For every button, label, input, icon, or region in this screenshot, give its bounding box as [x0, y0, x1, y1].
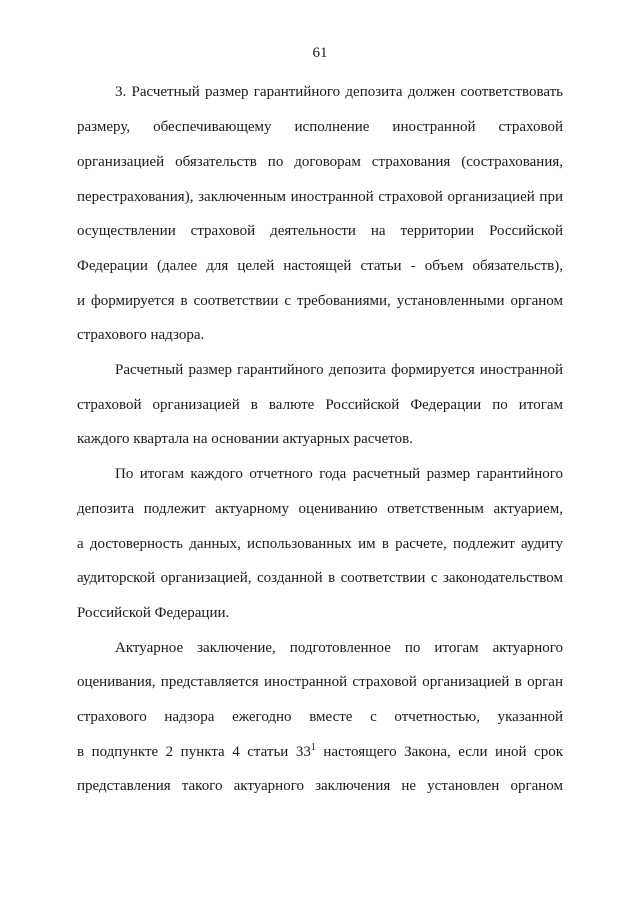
text-line: представления такого актуарного заключения не установлен органом — [77, 778, 563, 794]
text-line: Федерации (далее для целей настоящей статьи - объем обязательств), — [77, 258, 563, 274]
text-line: По итогам каждого отчетного года расчетный размер гарантийного — [115, 466, 563, 482]
text-line: а достоверность данных, использованных им в расчете, подлежит аудиту — [77, 536, 563, 552]
text-segment: в подпункте 2 пункта 4 статьи 33 — [77, 744, 311, 760]
text-line: организацией обязательств по договорам страхования (сострахования, — [77, 154, 563, 170]
text-line: Расчетный размер гарантийного депозита формируется иностранной — [115, 362, 563, 378]
text-line: и формируется в соответствии с требованиями, установленными органом — [77, 293, 563, 309]
text-line: оценивания, представляется иностранной страховой организацией в орган — [77, 674, 563, 690]
text-line: Российской Федерации. — [77, 605, 230, 621]
text-line: депозита подлежит актуарному оцениванию ответственным актуарием, — [77, 501, 563, 517]
text-line: размеру, обеспечивающему исполнение иностранной страховой — [77, 119, 563, 135]
text-line: 3. Расчетный размер гарантийного депозита должен соответствовать — [115, 84, 563, 100]
text-line: осуществлении страховой деятельности на территории Российской — [77, 223, 563, 239]
text-line: страховой организацией в валюте Российской Федерации по итогам — [77, 397, 563, 413]
text-line: Актуарное заключение, подготовленное по итогам актуарного — [115, 640, 563, 656]
text-line-with-superscript — [77, 743, 563, 761]
text-line: аудиторской организацией, созданной в соответствии с законодательством — [77, 570, 563, 586]
text-line: страхового надзора ежегодно вместе с отчетностью, указанной — [77, 709, 563, 725]
page-number: 61 — [312, 45, 328, 61]
text-line: каждого квартала на основании актуарных расчетов. — [77, 431, 413, 447]
superscript: 1 — [310, 742, 316, 753]
text-segment: настоящего Закона, если иной срок — [315, 744, 564, 760]
text-line: перестрахования), заключенным иностранной страховой организацией при — [77, 189, 563, 205]
text-line: страхового надзора. — [77, 327, 205, 343]
